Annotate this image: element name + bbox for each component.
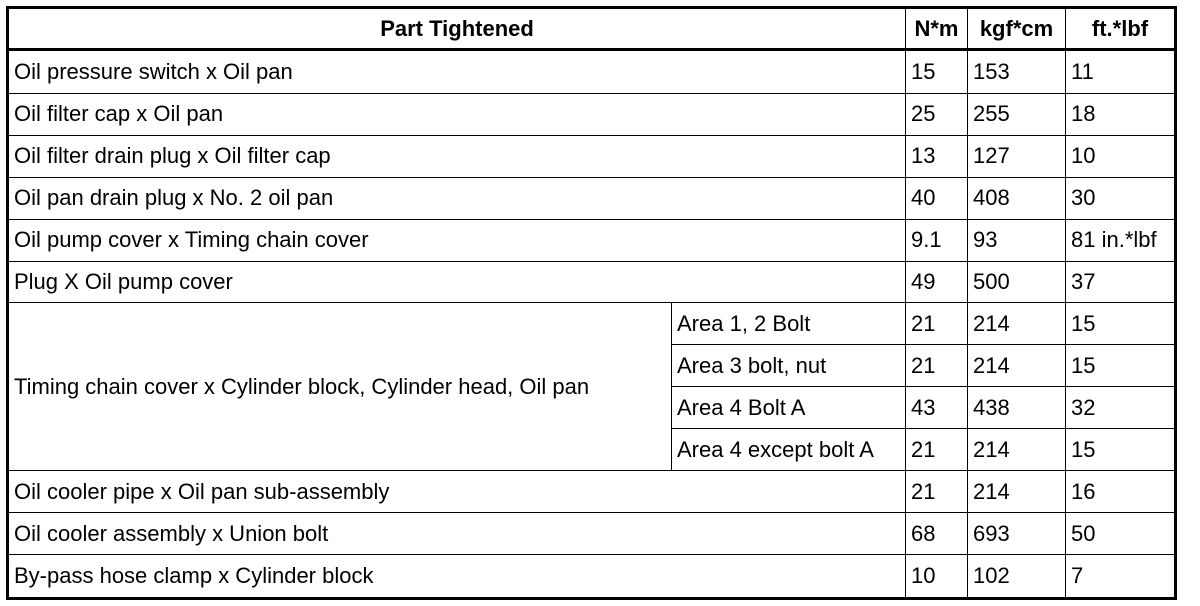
table-row: [8, 513, 1176, 555]
header-nm: N*m: [906, 8, 968, 50]
ft-cell: 37: [1066, 261, 1176, 303]
table-row: [8, 219, 1176, 261]
header-part-tightened: Part Tightened: [8, 8, 906, 50]
nm-cell: 9.1: [906, 219, 968, 261]
ft-cell: 15: [1066, 429, 1176, 471]
header-row: [8, 8, 1176, 50]
part-cell: Oil cooler pipe x Oil pan sub-assembly: [8, 471, 906, 513]
table-row: [8, 555, 1176, 599]
nm-cell: 68: [906, 513, 968, 555]
part-cell: Plug X Oil pump cover: [8, 261, 906, 303]
kgf-cell: 214: [968, 345, 1066, 387]
kgf-cell: 214: [968, 471, 1066, 513]
part-cell: Oil pressure switch x Oil pan: [8, 50, 906, 94]
part-cell: Oil pan drain plug x No. 2 oil pan: [8, 177, 906, 219]
ft-cell: 16: [1066, 471, 1176, 513]
kgf-cell: 693: [968, 513, 1066, 555]
nm-cell: 40: [906, 177, 968, 219]
kgf-cell: 500: [968, 261, 1066, 303]
part-cell: Oil pump cover x Timing chain cover: [8, 219, 906, 261]
header-kgf-cm: kgf*cm: [968, 8, 1066, 50]
area-cell: Area 3 bolt, nut: [672, 345, 906, 387]
kgf-cell: 127: [968, 135, 1066, 177]
kgf-cell: 255: [968, 93, 1066, 135]
kgf-cell: 102: [968, 555, 1066, 599]
part-cell: By-pass hose clamp x Cylinder block: [8, 555, 906, 599]
kgf-cell: 408: [968, 177, 1066, 219]
timing-group-part-cell: Timing chain cover x Cylinder block, Cylinder head, Oil pan: [8, 303, 672, 471]
nm-cell: 10: [906, 555, 968, 599]
torque-spec-table: [6, 6, 1177, 600]
nm-cell: 21: [906, 471, 968, 513]
area-cell: Area 1, 2 Bolt: [672, 303, 906, 345]
area-cell: Area 4 Bolt A: [672, 387, 906, 429]
table-row: [8, 135, 1176, 177]
ft-cell: 32: [1066, 387, 1176, 429]
ft-cell: 50: [1066, 513, 1176, 555]
ft-cell: 10: [1066, 135, 1176, 177]
nm-cell: 49: [906, 261, 968, 303]
kgf-cell: 214: [968, 429, 1066, 471]
ft-cell: 15: [1066, 345, 1176, 387]
nm-cell: 21: [906, 345, 968, 387]
part-cell: Oil cooler assembly x Union bolt: [8, 513, 906, 555]
nm-cell: 21: [906, 429, 968, 471]
nm-cell: 15: [906, 50, 968, 94]
nm-cell: 13: [906, 135, 968, 177]
part-cell: Oil filter drain plug x Oil filter cap: [8, 135, 906, 177]
kgf-cell: 153: [968, 50, 1066, 94]
ft-cell: 15: [1066, 303, 1176, 345]
header-ft-lbf: ft.*lbf: [1066, 8, 1176, 50]
ft-cell: 81 in.*lbf: [1066, 219, 1176, 261]
table-row: [8, 177, 1176, 219]
table-row: [8, 50, 1176, 94]
table-row: [8, 303, 1176, 345]
ft-cell: 7: [1066, 555, 1176, 599]
kgf-cell: 93: [968, 219, 1066, 261]
ft-cell: 30: [1066, 177, 1176, 219]
table-row: [8, 93, 1176, 135]
kgf-cell: 214: [968, 303, 1066, 345]
ft-cell: 11: [1066, 50, 1176, 94]
part-cell: Oil filter cap x Oil pan: [8, 93, 906, 135]
nm-cell: 25: [906, 93, 968, 135]
kgf-cell: 438: [968, 387, 1066, 429]
table-row: [8, 261, 1176, 303]
ft-cell: 18: [1066, 93, 1176, 135]
nm-cell: 21: [906, 303, 968, 345]
table-row: [8, 471, 1176, 513]
area-cell: Area 4 except bolt A: [672, 429, 906, 471]
nm-cell: 43: [906, 387, 968, 429]
